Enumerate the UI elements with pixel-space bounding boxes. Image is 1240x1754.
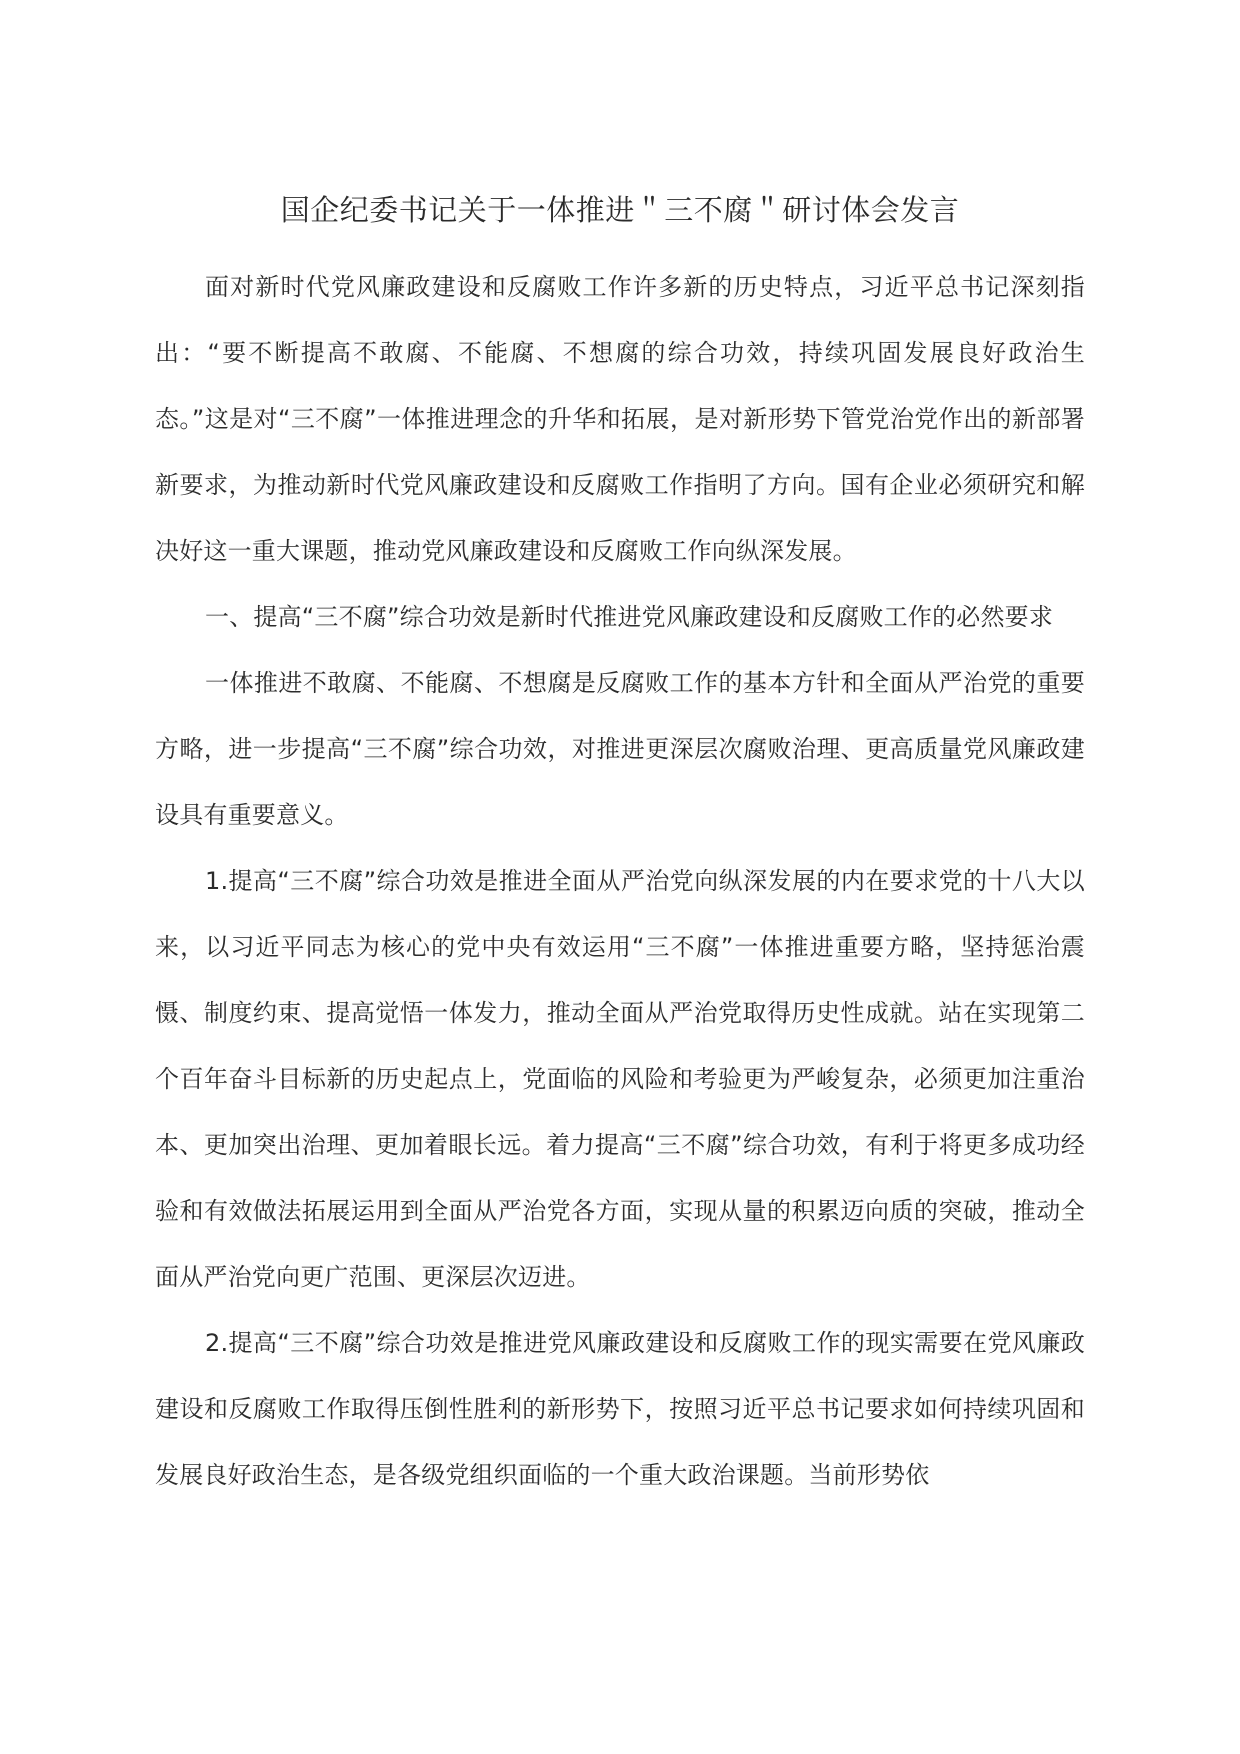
document-body — [155, 254, 1085, 1508]
body-paragraph: 一体推进不敢腐、不能腐、不想腐是反腐败工作的基本方针和全面从严治党的重要方略，进一步提高“三不腐”综合功效，对推进更深层次腐败治理、更高质量党风廉政建设具有重要意义。 — [155, 669, 1085, 829]
section-heading-1: 一、提高“三不腐”综合功效是新时代推进党风廉政建设和反腐败工作的必然要求 — [205, 603, 1054, 631]
intro-paragraph: 面对新时代党风廉政建设和反腐败工作许多新的历史特点，习近平总书记深刻指出：“要不断提高不敢腐、不能腐、不想腐的综合功效，持续巩固发展良好政治生态。”这是对“三不腐”一体推进理念的升华和拓展，是对新形势下管党治党作出的新部署新要求，为推动新时代党风廉政建设和反腐败工作指明了方向。国有企业必须研究和解决好这一重大课题，推动党风廉政建设和反腐败工作向纵深发展。 — [155, 273, 1085, 565]
body-paragraph: 2.提高“三不腐”综合功效是推进党风廉政建设和反腐败工作的现实需要在党风廉政建设和反腐败工作取得压倒性胜利的新形势下，按照习近平总书记要求如何持续巩固和发展良好政治生态，是各级党组织面临的一个重大政治课题。当前形势依 — [155, 1329, 1085, 1489]
body-paragraph: 1.提高“三不腐”综合功效是推进全面从严治党向纵深发展的内在要求党的十八大以来，以习近平同志为核心的党中央有效运用“三不腐”一体推进重要方略，坚持惩治震慑、制度约束、提高觉悟一体发力，推动全面从严治党取得历史性成就。站在实现第二个百年奋斗目标新的历史起点上，党面临的风险和考验更为严峻复杂，必须更加注重治本、更加突出治理、更加着眼长远。着力提高“三不腐”综合功效，有利于将更多成功经验和有效做法拓展运用到全面从严治党各方面，实现从量的积累迈向质的突破，推动全面从严治党向更广范围、更深层次迈进。 — [155, 867, 1085, 1291]
document-title: 国企纪委书记关于一体推进＂三不腐＂研讨体会发言 — [280, 193, 960, 227]
